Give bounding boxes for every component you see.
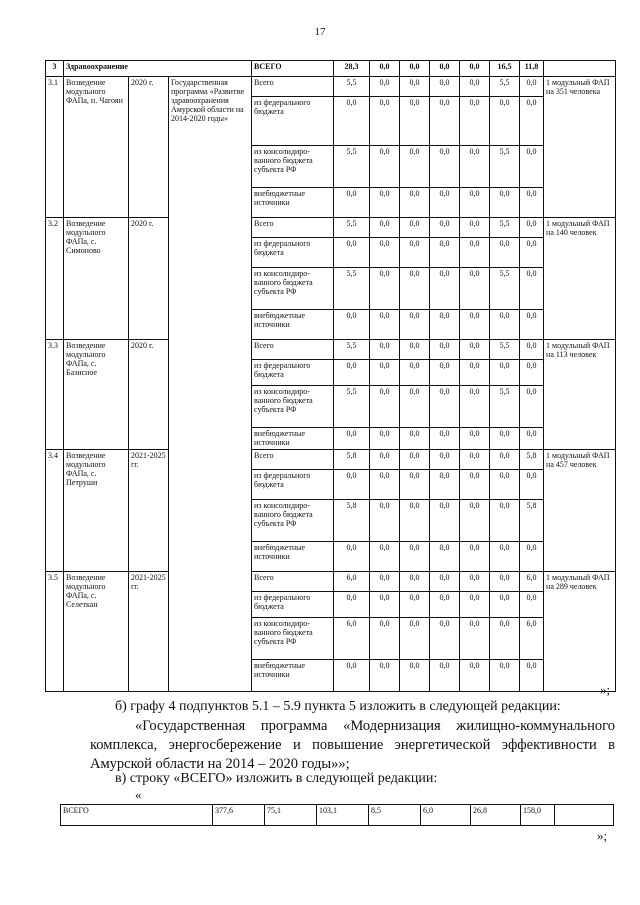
funding-value: 0,0	[460, 450, 490, 470]
funding-value: 0,0	[490, 542, 520, 572]
section-row	[46, 61, 616, 77]
funding-value: 0,0	[370, 238, 400, 268]
funding-value: 0,0	[460, 97, 490, 146]
funding-value: 0,0	[520, 592, 544, 618]
item-name: Возведение модульного ФАПа, с. Симоново	[64, 218, 129, 340]
funding-value: 0,0	[520, 360, 544, 386]
funding-value: 0,0	[370, 360, 400, 386]
total-value: 377,6	[213, 805, 265, 826]
funding-value: 0,0	[400, 268, 430, 310]
funding-value: 0,0	[430, 97, 460, 146]
total-row-table	[60, 804, 614, 826]
funding-value: 0,0	[370, 470, 400, 500]
funding-value: 0,0	[370, 660, 400, 692]
funding-value: 0,0	[460, 386, 490, 428]
closing-quote: »;	[600, 682, 611, 697]
funding-value: 0,0	[400, 77, 430, 97]
funding-value: 0,0	[370, 97, 400, 146]
funding-value: 0,0	[400, 470, 430, 500]
funding-value: 0,0	[370, 146, 400, 188]
funding-value: 0,0	[334, 238, 370, 268]
funding-value: 0,0	[520, 268, 544, 310]
funding-value: 0,0	[430, 238, 460, 268]
section-total-value: 0,0	[430, 61, 460, 77]
funding-value: 0,0	[460, 188, 490, 218]
item-number: 3.1	[46, 77, 64, 218]
funding-value: 0,0	[490, 660, 520, 692]
funding-value: 0,0	[520, 340, 544, 360]
item-number: 3.3	[46, 340, 64, 450]
item-name: Возведение модульного ФАПа, с. Базисное	[64, 340, 129, 450]
funding-value: 0,0	[520, 310, 544, 340]
funding-source: из федерального бюджета	[252, 470, 334, 500]
section-title: Здравоохранение	[64, 61, 252, 77]
funding-value: 5,5	[490, 218, 520, 238]
funding-value: 0,0	[400, 500, 430, 542]
total-value: 158,0	[521, 805, 555, 826]
item-number: 3.4	[46, 450, 64, 572]
funding-value: 0,0	[430, 470, 460, 500]
funding-value: 0,0	[430, 450, 460, 470]
funding-value: 0,0	[430, 500, 460, 542]
item-year: 2020 г.	[129, 218, 169, 340]
funding-value: 0,0	[370, 542, 400, 572]
funding-value: 0,0	[334, 188, 370, 218]
opening-quote: «	[135, 787, 142, 802]
table-row	[46, 450, 616, 470]
table-row	[46, 218, 616, 238]
item-year: 2021-2025 гг.	[129, 572, 169, 692]
funding-value: 0,0	[460, 77, 490, 97]
total-value: 8,5	[369, 805, 421, 826]
funding-value: 0,0	[370, 428, 400, 450]
item-result: 1 модульный ФАП на 351 человека	[544, 77, 616, 218]
funding-value: 0,0	[370, 450, 400, 470]
section-total-value: 11,8	[520, 61, 544, 77]
total-value: 6,0	[421, 805, 471, 826]
funding-value: 5,5	[334, 268, 370, 310]
paragraph-b-quote: «Государственная программа «Модернизация жилищно-коммунального комплекса, энергосбережение и повышение энергетической эффективности в Амурской области на 2014 – 2020 годы»»;	[90, 718, 615, 772]
funding-value: 0,0	[520, 238, 544, 268]
funding-value: 0,0	[400, 386, 430, 428]
funding-value: 0,0	[520, 470, 544, 500]
funding-value: 0,0	[430, 310, 460, 340]
funding-value: 0,0	[430, 268, 460, 310]
funding-value: 0,0	[430, 592, 460, 618]
funding-value: 0,0	[400, 238, 430, 268]
funding-source: Всего	[252, 218, 334, 238]
funding-value: 0,0	[520, 218, 544, 238]
funding-value: 0,0	[334, 542, 370, 572]
funding-value: 0,0	[490, 238, 520, 268]
funding-value: 0,0	[460, 268, 490, 310]
funding-value: 0,0	[520, 97, 544, 146]
funding-value: 0,0	[400, 310, 430, 340]
item-number: 3.2	[46, 218, 64, 340]
funding-value: 0,0	[334, 97, 370, 146]
item-name: Возведение модульного ФАПа, с. Петруши	[64, 450, 129, 572]
funding-value: 0,0	[460, 660, 490, 692]
paragraph-b: б) графу 4 подпунктов 5.1 – 5.9 пункта 5 изложить в следующей редакции:	[115, 699, 561, 714]
funding-value: 0,0	[370, 386, 400, 428]
funding-value: 0,0	[460, 310, 490, 340]
section-total-value: 0,0	[460, 61, 490, 77]
funding-value: 5,5	[334, 77, 370, 97]
funding-value: 0,0	[370, 218, 400, 238]
funding-value: 0,0	[460, 238, 490, 268]
funding-value: 0,0	[460, 146, 490, 188]
funding-value: 0,0	[334, 470, 370, 500]
funding-value: 0,0	[430, 77, 460, 97]
program-table	[45, 60, 616, 692]
funding-value: 0,0	[370, 268, 400, 310]
funding-value: 0,0	[520, 386, 544, 428]
funding-value: 0,0	[460, 542, 490, 572]
funding-value: 5,5	[490, 386, 520, 428]
funding-value: 5,5	[334, 218, 370, 238]
funding-value: 0,0	[490, 572, 520, 592]
item-number: 3.5	[46, 572, 64, 692]
paragraph-c: в) строку «ВСЕГО» изложить в следующей редакции:	[115, 771, 438, 786]
total-row	[61, 805, 614, 826]
funding-value: 0,0	[460, 218, 490, 238]
funding-value: 0,0	[520, 542, 544, 572]
funding-value: 0,0	[430, 572, 460, 592]
funding-source: Всего	[252, 77, 334, 97]
funding-value: 0,0	[490, 450, 520, 470]
funding-value: 0,0	[460, 592, 490, 618]
funding-value: 0,0	[430, 428, 460, 450]
funding-source: Всего	[252, 450, 334, 470]
funding-value: 0,0	[370, 340, 400, 360]
section-total-value: 0,0	[400, 61, 430, 77]
funding-source: из федерального бюджета	[252, 238, 334, 268]
total-label: ВСЕГО	[61, 805, 213, 826]
funding-value: 0,0	[520, 428, 544, 450]
funding-value: 0,0	[334, 360, 370, 386]
funding-value: 0,0	[520, 188, 544, 218]
funding-value: 0,0	[490, 360, 520, 386]
item-result: 1 модульный ФАП на 140 человек	[544, 218, 616, 340]
funding-value: 0,0	[460, 360, 490, 386]
item-name: Возведение модульного ФАПа, п. Чагоян	[64, 77, 129, 218]
section-number: 3	[46, 61, 64, 77]
total-value: 103,1	[317, 805, 369, 826]
total-value: 26,8	[471, 805, 521, 826]
funding-value: 0,0	[490, 500, 520, 542]
funding-source: из консолидиро-ванного бюджета субъекта РФ	[252, 500, 334, 542]
funding-source: внебюджетные источники	[252, 428, 334, 450]
funding-source: Всего	[252, 572, 334, 592]
funding-value: 5,5	[334, 146, 370, 188]
funding-value: 5,8	[334, 500, 370, 542]
funding-value: 0,0	[400, 660, 430, 692]
item-name: Возведение модульного ФАПа, с. Селеткан	[64, 572, 129, 692]
funding-value: 0,0	[400, 618, 430, 660]
section-total-value: 0,0	[370, 61, 400, 77]
funding-value: 0,0	[430, 618, 460, 660]
funding-value: 0,0	[460, 340, 490, 360]
funding-value: 0,0	[334, 592, 370, 618]
funding-value: 0,0	[490, 310, 520, 340]
funding-value: 6,0	[334, 618, 370, 660]
section-result	[544, 61, 616, 77]
item-year: 2020 г.	[129, 340, 169, 450]
funding-source: из федерального бюджета	[252, 592, 334, 618]
funding-source: внебюджетные источники	[252, 188, 334, 218]
total-empty-cell	[555, 805, 614, 826]
closing-quote: »;	[597, 828, 608, 843]
funding-value: 0,0	[430, 146, 460, 188]
funding-value: 0,0	[460, 428, 490, 450]
funding-value: 0,0	[460, 500, 490, 542]
funding-value: 0,0	[490, 97, 520, 146]
funding-value: 0,0	[400, 188, 430, 218]
funding-value: 5,5	[490, 268, 520, 310]
funding-value: 0,0	[334, 660, 370, 692]
section-total-value: 28,3	[334, 61, 370, 77]
item-result: 1 модульный ФАП на 289 человек	[544, 572, 616, 692]
funding-value: 0,0	[400, 340, 430, 360]
funding-value: 0,0	[520, 77, 544, 97]
funding-value: 0,0	[334, 428, 370, 450]
funding-value: 0,0	[490, 618, 520, 660]
funding-value: 0,0	[334, 310, 370, 340]
funding-value: 5,5	[334, 340, 370, 360]
funding-value: 0,0	[430, 660, 460, 692]
funding-source: из консолидиро-ванного бюджета субъекта РФ	[252, 618, 334, 660]
total-value: 75,1	[265, 805, 317, 826]
funding-value: 0,0	[460, 572, 490, 592]
funding-value: 6,0	[334, 572, 370, 592]
funding-value: 0,0	[430, 386, 460, 428]
funding-source: внебюджетные источники	[252, 660, 334, 692]
table-row	[46, 340, 616, 360]
funding-value: 5,8	[520, 500, 544, 542]
page-number: 17	[314, 26, 326, 38]
funding-value: 0,0	[430, 360, 460, 386]
funding-value: 0,0	[490, 592, 520, 618]
funding-source: из консолидиро-ванного бюджета субъекта РФ	[252, 146, 334, 188]
funding-value: 0,0	[400, 428, 430, 450]
funding-value: 0,0	[490, 470, 520, 500]
item-result: 1 модульный ФАП на 457 человек	[544, 450, 616, 572]
funding-value: 0,0	[490, 188, 520, 218]
funding-value: 0,0	[370, 500, 400, 542]
table-row	[46, 572, 616, 592]
funding-value: 0,0	[400, 572, 430, 592]
funding-value: 0,0	[400, 542, 430, 572]
section-total-label: ВСЕГО	[252, 61, 334, 77]
funding-value: 0,0	[370, 77, 400, 97]
funding-value: 0,0	[520, 660, 544, 692]
funding-source: из федерального бюджета	[252, 97, 334, 146]
funding-value: 0,0	[430, 340, 460, 360]
funding-source: из консолидиро-ванного бюджета субъекта РФ	[252, 386, 334, 428]
funding-value: 0,0	[370, 572, 400, 592]
funding-value: 0,0	[430, 542, 460, 572]
funding-value: 5,8	[520, 450, 544, 470]
funding-value: 0,0	[430, 188, 460, 218]
funding-value: 6,0	[520, 618, 544, 660]
funding-value: 0,0	[400, 592, 430, 618]
table-row	[46, 77, 616, 97]
funding-value: 6,0	[520, 572, 544, 592]
funding-value: 0,0	[400, 146, 430, 188]
program-name: Государственная программа «Развитие здравоохранения Амурской области на 2014-2020 годы»	[169, 77, 252, 692]
funding-value: 0,0	[460, 618, 490, 660]
funding-value: 0,0	[460, 470, 490, 500]
funding-value: 5,5	[490, 340, 520, 360]
funding-source: внебюджетные источники	[252, 542, 334, 572]
funding-source: внебюджетные источники	[252, 310, 334, 340]
funding-value: 5,5	[334, 386, 370, 428]
item-year: 2020 г.	[129, 77, 169, 218]
funding-source: из консолидиро-ванного бюджета субъекта РФ	[252, 268, 334, 310]
funding-value: 5,5	[490, 146, 520, 188]
funding-value: 0,0	[370, 310, 400, 340]
item-year: 2021-2025 гг.	[129, 450, 169, 572]
funding-source: из федерального бюджета	[252, 360, 334, 386]
section-total-value: 16,5	[490, 61, 520, 77]
funding-value: 0,0	[490, 428, 520, 450]
funding-value: 0,0	[400, 450, 430, 470]
funding-value: 0,0	[370, 188, 400, 218]
funding-value: 0,0	[520, 146, 544, 188]
funding-value: 0,0	[370, 618, 400, 660]
funding-value: 0,0	[400, 360, 430, 386]
funding-value: 5,5	[490, 77, 520, 97]
item-result: 1 модульный ФАП на 113 человек	[544, 340, 616, 450]
funding-value: 0,0	[400, 218, 430, 238]
funding-source: Всего	[252, 340, 334, 360]
funding-value: 0,0	[400, 97, 430, 146]
funding-value: 0,0	[370, 592, 400, 618]
funding-value: 0,0	[430, 218, 460, 238]
funding-value: 5,8	[334, 450, 370, 470]
